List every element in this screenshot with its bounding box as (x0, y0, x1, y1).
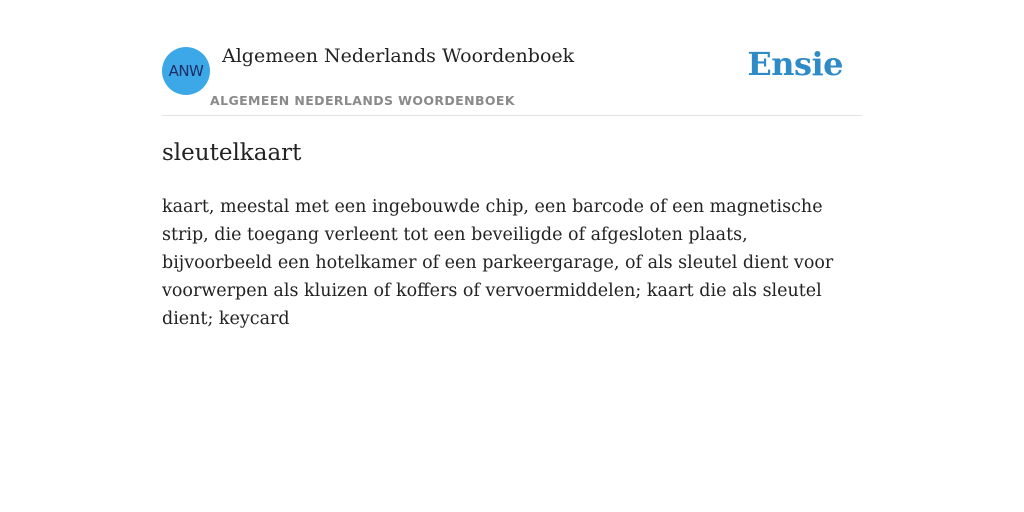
header (162, 0, 862, 116)
entry-term: sleutelkaart (162, 140, 302, 166)
source-subtitle: ALGEMEEN NEDERLANDS WOORDENBOEK (210, 93, 515, 108)
logo-text: ANW (168, 62, 204, 80)
source-title[interactable]: Algemeen Nederlands Woordenboek (222, 45, 575, 67)
entry-definition: kaart, meestal met een ingebouwde chip, een barcode of een magnetische strip, die toegang verleent tot een beveiligde of afgesloten plaats, bijvoorbeeld een hotelkamer of een parkeergarage, of als sleutel dient voor voorwerpen als kluizen of koffers of vervoermiddelen; kaart die als sleutel dient; keycard (162, 197, 834, 329)
ensie-logo[interactable]: Ensie (747, 45, 843, 83)
anw-logo[interactable] (162, 47, 210, 95)
content-container (162, 0, 862, 329)
